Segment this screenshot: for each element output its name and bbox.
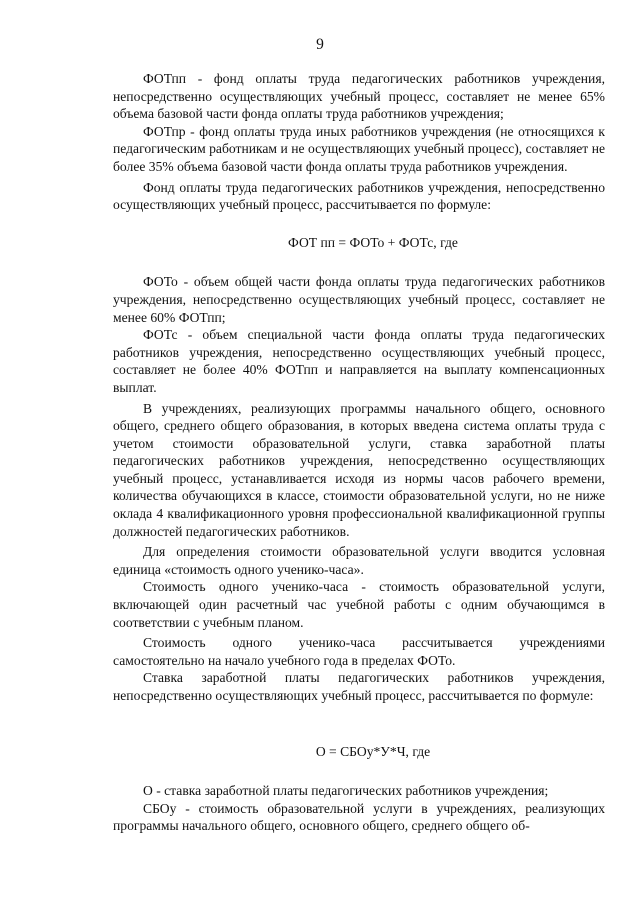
paragraph-fotpr-definition: ФОТпр - фонд оплаты труда иных работников учреждения (не относящихся к педагогическим работникам и не осуществляющих учебный процесс), составляет не более 35% объема базовой части фонда оплаты труда работников учреждения. — [113, 123, 605, 174]
paragraph-rate-formula-intro: Ставка заработной платы педагогических работников учреждения, непосредственно осуществляющих учебный процесс, рассчитывается по формуле: — [113, 670, 605, 703]
paragraph-student-hour-calculation: Стоимость одного ученико-часа рассчитывается учреждениями самостоятельно на начало учебного года в пределах ФОТо. — [113, 635, 605, 668]
paragraph-foto-definition: ФОТо - объем общей части фонда оплаты труда педагогических работников учреждения, непосредственно осуществляющих учебный процесс, составляет не менее 60% ФОТпп; — [113, 274, 605, 325]
paragraph-conditional-unit: Для определения стоимости образовательной услуги вводится условная единица «стоимость одного ученико-часа». — [113, 544, 605, 577]
page-number: 9 — [316, 36, 324, 53]
paragraph-student-hour-cost: Стоимость одного ученико-часа - стоимость образовательной услуги, включающей один расчетный час учебной работы с одним обучающимся в соответствии с учебным планом. — [113, 579, 605, 630]
paragraph-fotc-definition: ФОТс - объем специальной части фонда оплаты труда педагогических работников учреждения, непосредственно осуществляющих учебный процесс, составляет не более 40% ФОТпп и направляется на выплату компенсационных выплат. — [113, 327, 605, 395]
paragraph-fot-formula-intro: Фонд оплаты труда педагогических работников учреждения, непосредственно осуществляющих учебный процесс, рассчитывается по формуле: — [113, 179, 605, 213]
document-body — [113, 70, 605, 835]
paragraph-sbou-definition: СБОу - стоимость образовательной услуги в учреждениях, реализующих программы начального общего, основного общего, среднего общего об- — [113, 800, 605, 834]
formula-rate: О = СБОу*У*Ч, где — [315, 743, 431, 759]
paragraph-o-definition: О - ставка заработной платы педагогических работников учреждения; — [143, 783, 549, 799]
paragraph-institutions-programs: В учреждениях, реализующих программы начального общего, основного общего, среднего общего образования, в которых введена система оплаты труда с учетом стоимости образовательной услуги, ставка заработной платы педагогических работников учреждения, непосредственно осуществляющих учебный процесс, устанавливается исходя из нормы часов рабочего времени, количества обучающихся в классе, стоимости образовательной услуги, но не ниже оклада 4 квалификационного уровня профессиональной квалификационной группы должностей педагогических работников. — [113, 400, 605, 539]
paragraph-fotpp-definition: ФОТпп - фонд оплаты труда педагогических работников учреждения, непосредственно осуществляющих учебный процесс, составляет не менее 65% объема базовой части фонда оплаты труда работников учреждения; — [113, 71, 605, 122]
formula-fot-pp: ФОТ пп = ФОТо + ФОТс, где — [288, 234, 458, 250]
